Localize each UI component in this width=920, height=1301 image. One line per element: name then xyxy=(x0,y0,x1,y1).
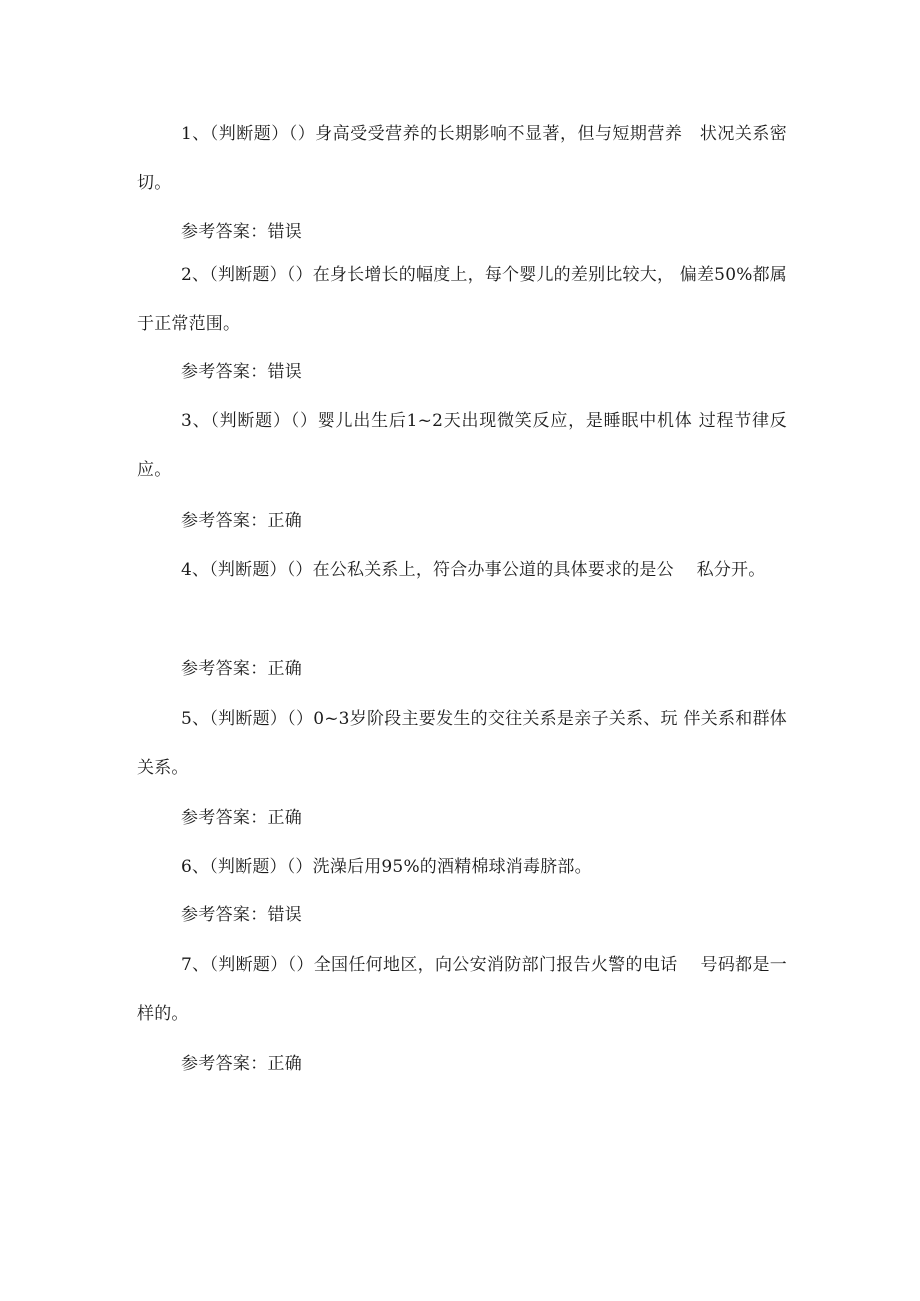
question-4: 4、（判断题）（）在公私关系上，符合办事公道的具体要求的是公 私分开。 xyxy=(181,560,766,580)
question-5: 5、（判断题）（）0~3岁阶段主要发生的交往关系是亲子关系、玩 伴关系和群体关系。 xyxy=(137,709,787,778)
question-2: 2、（判断题）（）在身长增长的幅度上，每个婴儿的差别比较大， 偏差50%都属于正常范围。 xyxy=(137,265,787,334)
answer-1: 参考答案：错误 xyxy=(181,222,303,242)
answer-5: 参考答案：正确 xyxy=(181,808,303,828)
answer-4: 参考答案：正确 xyxy=(181,659,303,679)
answer-2: 参考答案：错误 xyxy=(181,362,303,382)
answer-7: 参考答案：正确 xyxy=(181,1054,303,1074)
answer-3: 参考答案：正确 xyxy=(181,511,303,531)
question-6: 6、（判断题）（）洗澡后用95%的酒精棉球消毒脐部。 xyxy=(181,857,592,877)
question-3: 3、（判断题）（）婴儿出生后1~2天出现微笑反应，是睡眠中机体 过程节律反应。 xyxy=(137,411,787,480)
answer-6: 参考答案：错误 xyxy=(181,905,303,925)
question-7: 7、（判断题）（）全国任何地区，向公安消防部门报告火警的电话 号码都是一样的。 xyxy=(137,955,787,1024)
question-1: 1、（判断题）（）身高受受营养的长期影响不显著，但与短期营养 状况关系密切。 xyxy=(137,124,787,193)
